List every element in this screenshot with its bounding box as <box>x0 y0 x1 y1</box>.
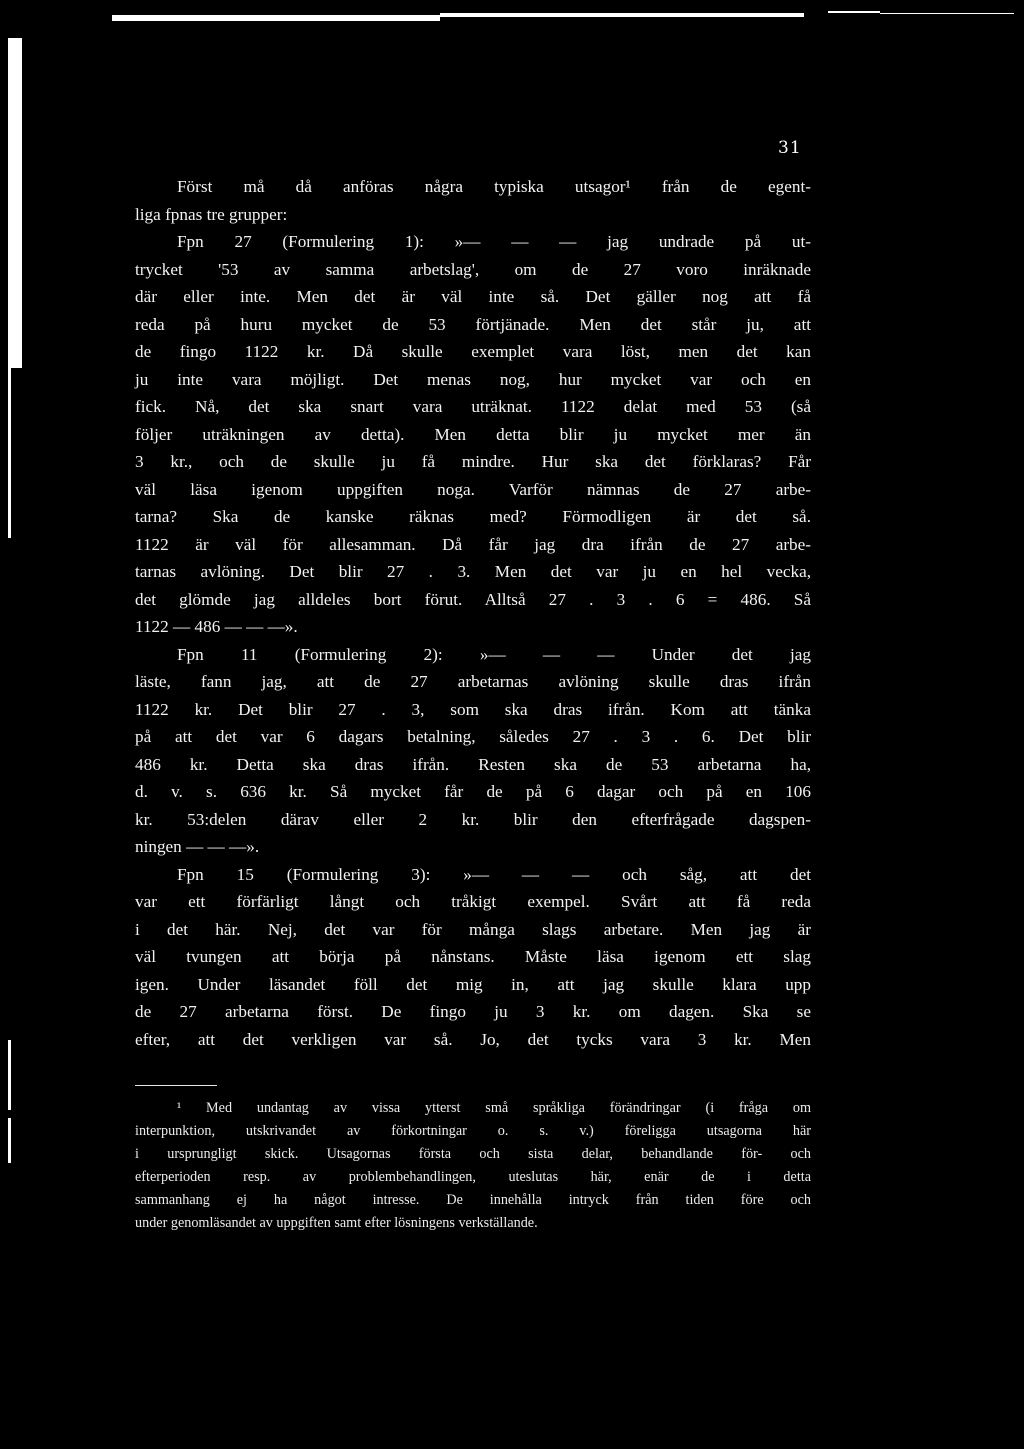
scan-edge-top <box>440 13 804 17</box>
page-number: 31 <box>778 138 802 158</box>
footnote <box>135 1097 811 1236</box>
text-line: väl tvungen att börja på nånstans. Måste läsa igenom ett slag <box>135 947 811 966</box>
text-line: igen. Under läsandet föll det mig in, att jag skulle klara upp <box>135 974 811 994</box>
text-line: d. v. s. 636 kr. Så mycket får de på 6 dagar och på en 106 <box>135 782 811 801</box>
paragraph-3 <box>135 861 811 1054</box>
text-line: de 27 arbetarna först. De fingo ju 3 kr. om dagen. Ska se <box>135 1002 811 1021</box>
text-line: ningen — — —». <box>135 837 260 856</box>
text-line: tarnas avlöning. Det blir 27 . 3. Men det var ju en hel vecka, <box>135 562 811 581</box>
text-line: fick. Nå, det ska snart vara uträknat. 1122 delat med 53 (så <box>135 397 811 416</box>
text-line: läste, fann jag, att de 27 arbetarnas avlöning skulle dras ifrån <box>135 672 811 691</box>
text-line: kr. 53:delen därav eller 2 kr. blir den efterfrågade dagspen- <box>135 809 811 829</box>
footnote-line: i ursprungligt skick. Utsagornas första och sista delar, behandlande för- och <box>135 1146 811 1163</box>
text-line: 1122 är väl för allesamman. Då får jag dra ifrån de 27 arbe- <box>135 534 811 554</box>
footnote-line: interpunktion, utskrivandet av förkortningar o. s. v.) föreligga utsagorna här <box>135 1123 811 1140</box>
text-line: var ett förfärligt långt och tråkigt exempel. Svårt att få reda <box>135 892 811 911</box>
paragraph-2 <box>135 641 811 861</box>
scan-edge-left-upper <box>8 38 22 368</box>
footnote-line: sammanhang ej ha något intresse. De innehålla intryck från tiden före och <box>135 1192 811 1209</box>
text-line: de fingo 1122 kr. Då skulle exemplet vara löst, men det kan <box>135 342 811 361</box>
footnote-line: ¹ Med undantag av vissa ytterst små språkliga förändringar (i fråga om <box>177 1100 811 1116</box>
text-line: Fpn 27 (Formulering 1): »— — — jag undrade på ut- <box>177 232 811 251</box>
text-line: väl läsa igenom uppgiften noga. Varför nämnas de 27 arbe- <box>135 479 811 499</box>
scan-edge-top-thick <box>112 15 440 21</box>
scan-edge-left-mid <box>8 368 11 538</box>
text-line: 486 kr. Detta ska dras ifrån. Resten ska de 53 arbetarna ha, <box>135 754 811 774</box>
scan-edge-left-lower-2 <box>8 1118 11 1163</box>
scan-edge-left-lower-1 <box>8 1040 11 1110</box>
text-line: trycket '53 av samma arbetslag', om de 27 voro inräknade <box>135 259 811 279</box>
text-line: reda på huru mycket de 53 förtjänade. Men det står ju, att <box>135 314 811 334</box>
text-line: efter, att det verkligen var så. Jo, det tycks vara 3 kr. Men <box>135 1029 811 1049</box>
paragraph-1 <box>135 173 811 641</box>
scan-edge-top-far-right <box>880 13 1014 14</box>
text-line: ju inte vara möjligt. Det menas nog, hur mycket var och en <box>135 369 811 389</box>
footnote-divider <box>135 1085 217 1086</box>
text-line: 1122 — 486 — — —». <box>135 617 298 636</box>
text-line: i det här. Nej, det var för många slags arbetare. Men jag är <box>135 919 811 939</box>
text-line: Fpn 11 (Formulering 2): »— — — Under det jag <box>177 644 811 664</box>
text-line: det glömde jag alldeles bort förut. Alltså 27 . 3 . 6 = 486. Så <box>135 589 811 609</box>
text-line: liga fpnas tre grupper: <box>135 204 288 224</box>
text-line: där eller inte. Men det är väl inte så. Det gäller nog att få <box>135 287 811 306</box>
text-line: tarna? Ska de kanske räknas med? Förmodligen är det så. <box>135 507 811 526</box>
body-text <box>135 173 811 1053</box>
footnote-line: under genomläsandet av uppgiften samt efter lösningens verkställande. <box>135 1215 538 1232</box>
text-line: på att det var 6 dagars betalning, således 27 . 3 . 6. Det blir <box>135 727 811 746</box>
text-line: Fpn 15 (Formulering 3): »— — — och såg, att det <box>177 864 811 884</box>
text-line: 3 kr., och de skulle ju få mindre. Hur ska det förklaras? Får <box>135 452 811 471</box>
text-line: 1122 kr. Det blir 27 . 3, som ska dras ifrån. Kom att tänka <box>135 699 811 719</box>
text-line: följer uträkningen av detta). Men detta blir ju mycket mer än <box>135 424 811 444</box>
footnote-line: efterperioden resp. av problembehandlingen, uteslutas här, enär de i detta <box>135 1169 811 1186</box>
text-line: Först må då anföras några typiska utsagor¹ från de egent- <box>177 177 811 196</box>
scan-edge-top-right <box>828 11 880 13</box>
